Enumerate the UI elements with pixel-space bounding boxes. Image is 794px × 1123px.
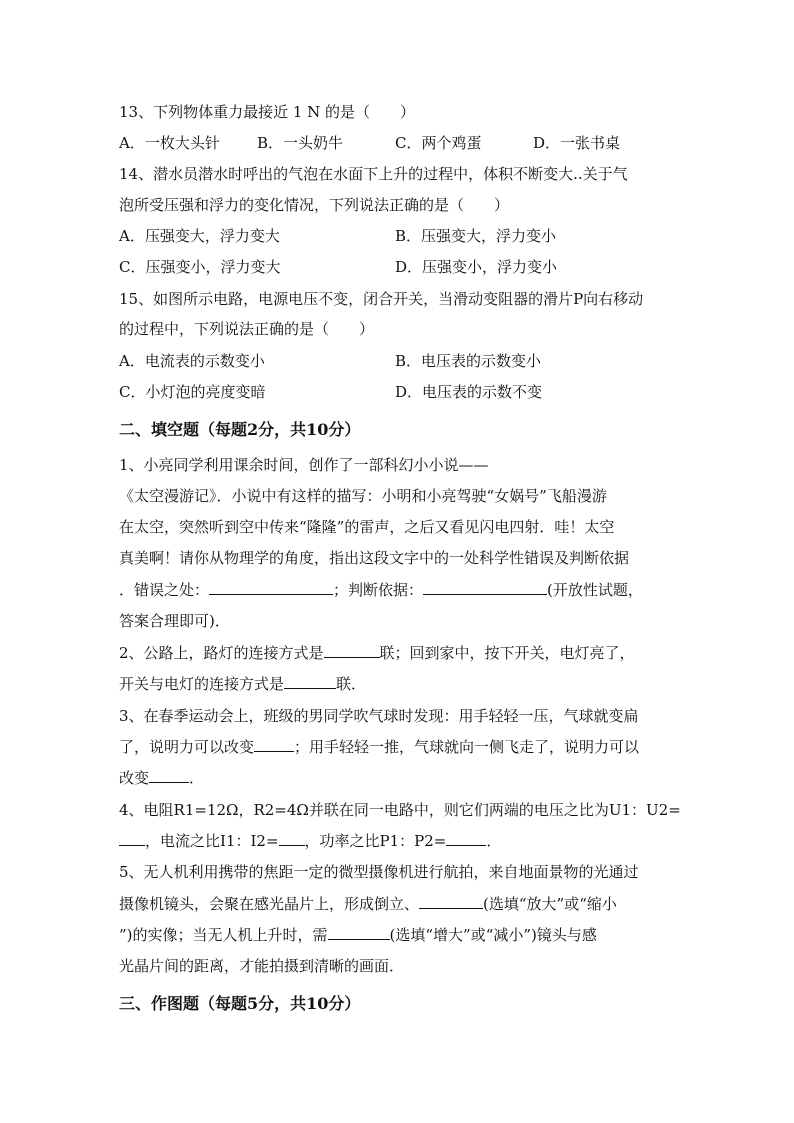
question-14-options-row2 (119, 257, 679, 277)
fill-5-text-b: (选填“放大”或“缩小 (483, 895, 617, 913)
section-3-title: 三、作图题（每题5分，共10分） (119, 994, 361, 1013)
fill-4-current-blank[interactable] (279, 831, 305, 846)
fill-5-line3 (119, 925, 679, 945)
question-15-stem-line1: 15、如图所示电路，电源电压不变，闭合开关，当滑动变阻器的滑片P向右移动 (119, 290, 644, 308)
q14-option-a: A．压强变大，浮力变大 (119, 227, 280, 245)
q14-option-b: B．压强变大，浮力变小 (395, 227, 557, 245)
fill-3-blank-2[interactable] (149, 768, 189, 783)
fill-1-error-label: ．错误之处： (119, 581, 210, 599)
fill-1-line4: 真美啊！请你从物理学的角度，指出这段文字中的一处科学性错误及判断依据 (119, 549, 630, 567)
fill-2-text-b: 联；回到家中，按下开关，电灯亮了， (379, 644, 635, 662)
q14-option-c: C．压强变小，浮力变大 (119, 258, 281, 276)
fill-3-text-c: 改变 (119, 769, 150, 787)
fill-5-line4: 光晶片间的距离，才能拍摄到清晰的画面． (119, 957, 405, 975)
fill-4-line1: 4、电阻R1=12Ω，R2=4Ω并联在同一电路中，则它们两端的电压之比为U1：U2= (119, 801, 681, 819)
fill-4-line2 (119, 831, 679, 851)
question-13-stem: 13、下列物体重力最接近 1 N 的是（ ） (119, 103, 416, 121)
fill-2-text-c: 开关与电灯的连接方式是 (119, 675, 285, 693)
fill-1-error-blank[interactable] (209, 580, 333, 595)
fill-2-blank-2[interactable] (284, 674, 336, 689)
q15-option-c: C．小灯泡的亮度变暗 (119, 383, 266, 401)
fill-4-text-b: ，功率之比P1：P2= (304, 832, 447, 850)
question-15-options-row1 (119, 351, 679, 371)
fill-5-text-c: ”)的实像；当无人机上升时，需 (119, 926, 328, 944)
q15-option-d: D．电压表的示数不变 (395, 383, 543, 401)
section-2-title: 二、填空题（每题2分，共10分） (119, 420, 361, 439)
q14-option-d: D．压强变小，浮力变小 (395, 258, 558, 276)
fill-5-text-a: 摄像机镜头，会聚在感光晶片上，形成倒立、 (119, 895, 420, 913)
fill-1-basis-blank[interactable] (423, 580, 547, 595)
fill-4-text-a: ，电流之比I1：I2= (145, 832, 279, 850)
fill-1-line2: 《太空漫游记》．小说中有这样的描写：小明和小亮驾驶“女娲号”飞船漫游 (119, 487, 607, 505)
fill-5-text-d: (选填“增大”或“减小”)镜头与感 (389, 926, 597, 944)
q13-option-d: D．一张书桌 (533, 134, 621, 152)
question-15-stem-line2: 的过程中，下列说法正确的是（ ） (119, 320, 375, 338)
fill-1-line3: 在太空，突然听到空中传来“隆隆”的雷声，之后又看见闪电四射．哇！太空 (119, 518, 615, 536)
fill-1-note: (开放性试题， (547, 581, 643, 599)
question-13-options (119, 133, 679, 153)
fill-1-line6: 答案合理即可)． (119, 612, 230, 630)
fill-3-text-a: 了，说明力可以改变 (119, 738, 255, 756)
question-14-stem-line1: 14、潜水员潜水时呼出的气泡在水面下上升的过程中，体积不断变大..关于气 (119, 165, 628, 183)
fill-1-line1: 1、小亮同学利用课余时间，创作了一部科幻小小说—— (119, 456, 489, 474)
fill-2-line2 (119, 674, 679, 694)
fill-1-line5 (119, 580, 679, 600)
fill-2-line1 (119, 643, 679, 663)
fill-4-text-c: ． (486, 832, 502, 850)
fill-4-power-blank[interactable] (446, 831, 486, 846)
fill-5-line1: 5、无人机利用携带的焦距一定的微型摄像机进行航拍，来自地面景物的光通过 (119, 863, 639, 881)
fill-5-blank-2[interactable] (328, 925, 390, 940)
fill-2-text-d: 联． (336, 675, 367, 693)
fill-5-blank-1[interactable] (419, 894, 483, 909)
q13-option-b: B．一头奶牛 (257, 134, 344, 152)
question-15-options-row2 (119, 382, 679, 402)
fill-3-blank-1[interactable] (254, 737, 294, 752)
fill-3-line3 (119, 768, 679, 788)
fill-3-line1: 3、在春季运动会上，班级的男同学吹气球时发现：用手轻轻一压，气球就变扁 (119, 707, 639, 725)
fill-3-text-b: ；用手轻轻一推，气球就向一侧飞走了，说明力可以 (294, 738, 640, 756)
q15-option-b: B．电压表的示数变小 (395, 352, 542, 370)
question-14-options-row1 (119, 226, 679, 246)
fill-4-voltage-blank[interactable] (119, 831, 145, 846)
q13-option-a: A．一枚大头针 (119, 134, 220, 152)
fill-1-basis-label: ；判断依据： (333, 581, 424, 599)
fill-2-blank-1[interactable] (324, 643, 380, 658)
fill-3-line2 (119, 737, 679, 757)
q13-option-c: C．两个鸡蛋 (395, 134, 482, 152)
q15-option-a: A．电流表的示数变小 (119, 352, 265, 370)
question-14-stem-line2: 泡所受压强和浮力的变化情况，下列说法正确的是（ ） (119, 196, 510, 214)
fill-3-text-d: ． (189, 769, 205, 787)
fill-5-line2 (119, 894, 679, 914)
fill-2-text-a: 2、公路上，路灯的连接方式是 (119, 644, 324, 662)
